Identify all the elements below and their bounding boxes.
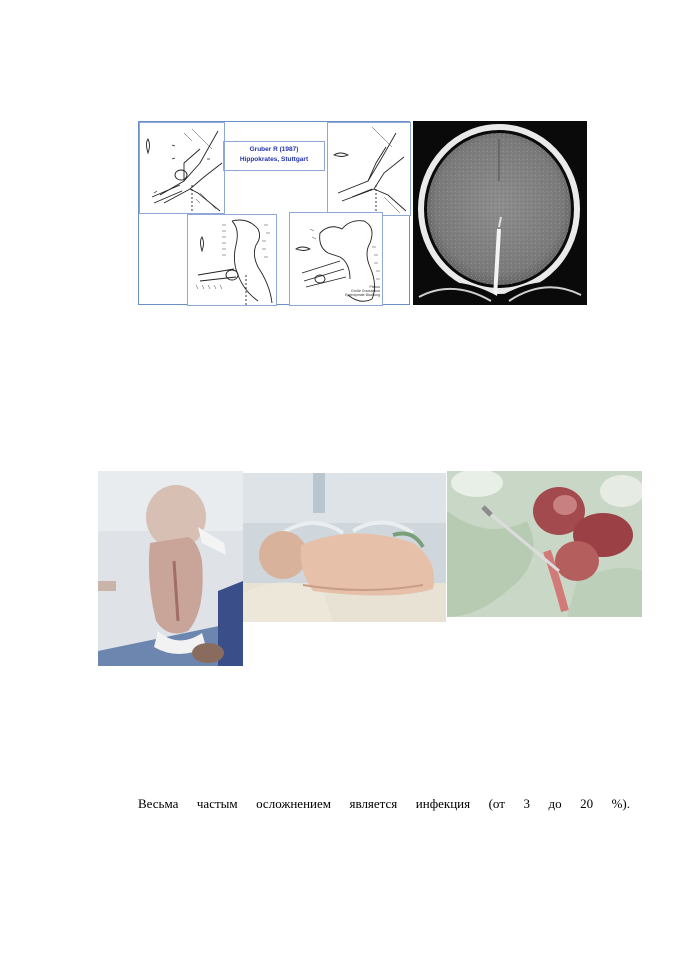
csf-flow-diagram bbox=[138, 121, 410, 305]
diagram-panel-upright bbox=[139, 122, 225, 214]
infant-incubator-photo bbox=[243, 473, 446, 622]
tiny-label-plexus: Plexus bbox=[369, 285, 380, 289]
infant-back-photo bbox=[98, 471, 243, 666]
diagram-panel-dilated-upright bbox=[187, 214, 277, 306]
diagram-panel-supine bbox=[327, 122, 411, 216]
ct-scan-image bbox=[413, 121, 587, 305]
surgical-field-photo bbox=[447, 471, 642, 617]
tiny-label-blockage: Ependymale Blockung bbox=[345, 293, 380, 297]
caption-author: Gruber R (1987) bbox=[249, 146, 299, 153]
diagram-tiny-labels bbox=[342, 285, 380, 297]
caption-publisher: Hippokrates, Stuttgart bbox=[239, 156, 309, 163]
body-paragraph: Весьма частым осложнением является инфекция (от 3 до 20 %). bbox=[138, 796, 630, 811]
diagram-caption bbox=[223, 141, 325, 171]
diagram-panel-dilated-supine bbox=[289, 212, 383, 306]
tiny-label-granulation: Große Granulation bbox=[351, 289, 380, 293]
